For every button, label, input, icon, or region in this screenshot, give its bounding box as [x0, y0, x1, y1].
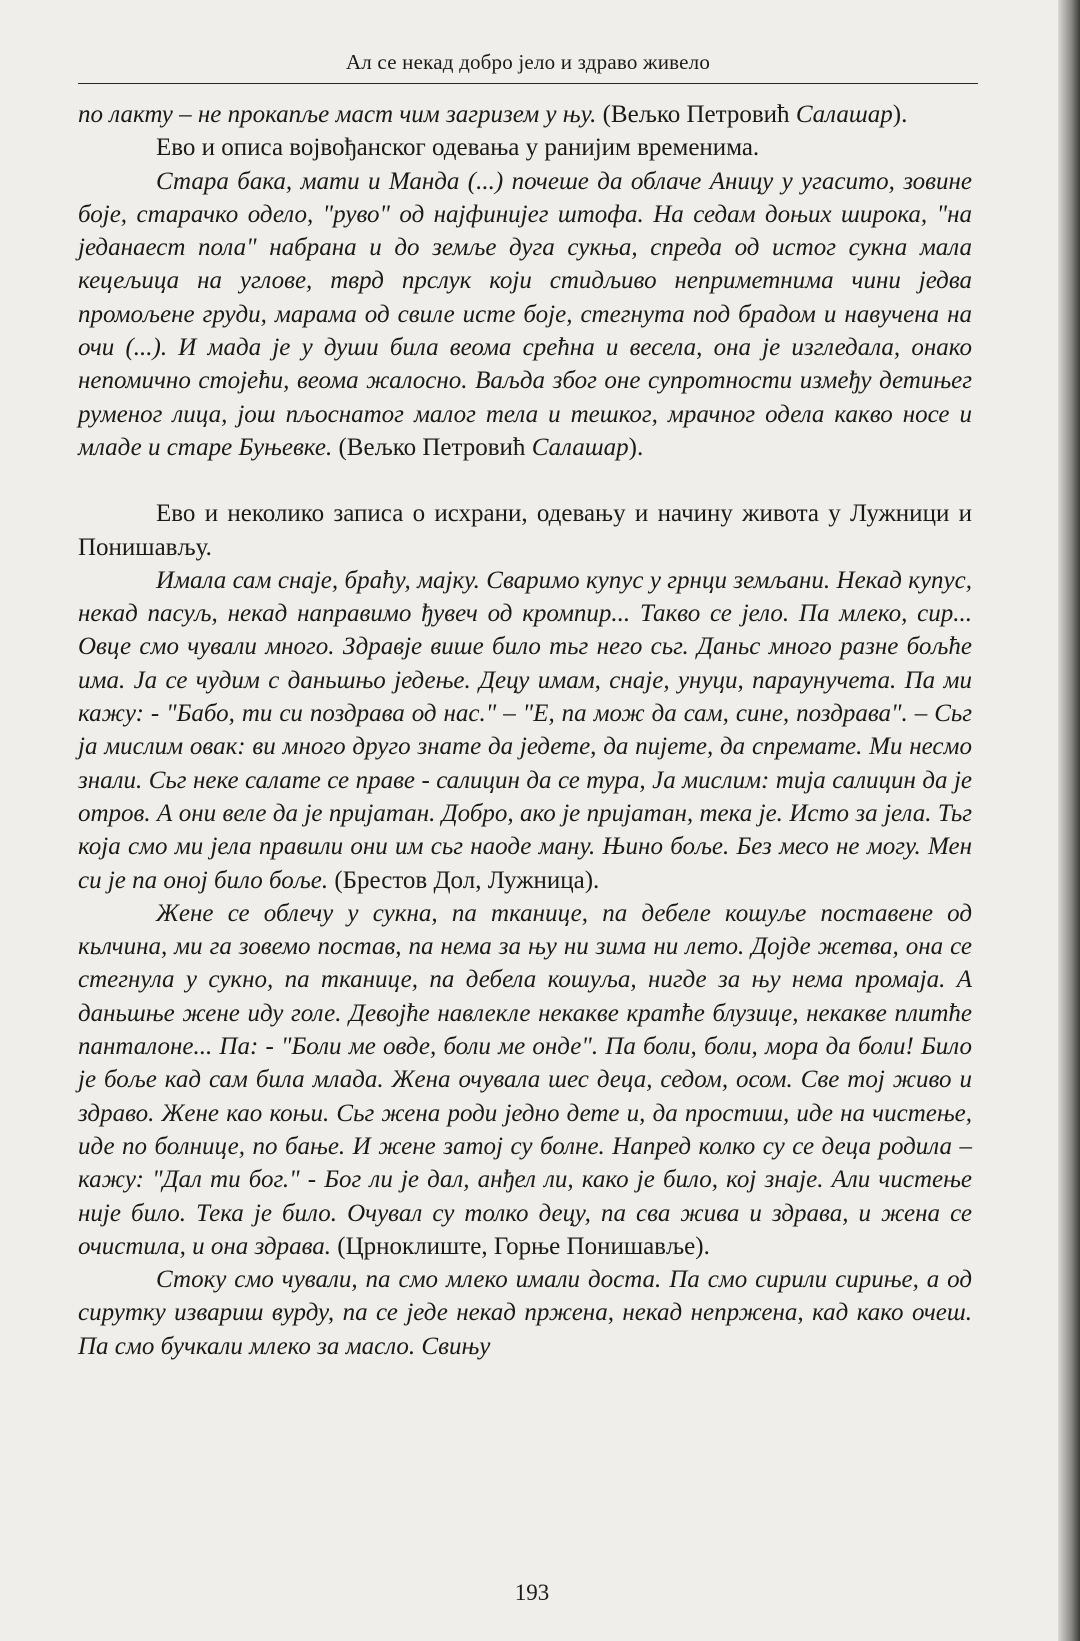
- paragraph-2: [78, 131, 972, 164]
- quote-text: Жене се облечу у сукна, па тканице, па дебеле кошуље поставене од кьлчина, ми га зовемо постав, па нема за њу ни зима ни лето. Дојде жетва, она се стегнула у сукно, па тканице, па дебела кошуља, нигде за њу нема промаја. А даньшње жене иду голе. Девојће навлекле некакве кратће блузице, некакве плитће панталоне... Па: - "Боли ме овде, боли ме онде". Па боли, боли, мора да боли! Било је боље кад сам била млада. Жена очувала шес деца, седом, осом. Све тој живо и здраво. Жене као коњи. Сьг жена роди једно дете и, да простиш, иде на чистење, иде по болнице, по бање. И жене затој су болне. Напред колко су се деца родила – кажу: "Дал ти бог." - Бог ли је дал, анђел ли, како је било, кој знаје. Али чистење није било. Тека је било. Очувал су толко децу, па сва жива и здрава, и жена се очистила, и она здрава.: [78, 899, 972, 1260]
- paragraph-3: [78, 165, 972, 465]
- citation-end: ).: [628, 433, 644, 461]
- quote-text: Имала сам снаје, браћу, мајку. Сваримо купус у грнци земљани. Некад купус, некад пасуљ, некад направимо ђувеч од кромпир... Такво се јело. Па млеко, сир... Овце смо чували много. Здравје више било тьг него сьг. Даньс много разне бољће има. Ја се чудим с даньшњо једење. Децу имам, снаје, унуци, параунучета. Па ми кажу: - "Бабо, ти си поздрава од нас." – "Е, па мож да сам, сине, поздрава". – Сьг ја мислим овак: ви много друго знате да једете, да пијете, да спремате. Ми несмо знали. Сьг неке салате се праве - салицин да се тура, Ја мислим: тија салицин да је отров. А они веле да је пријатан. Добро, ако је пријатан, тека је. Исто за јела. Тьг која смо ми јела правили они им сьг наоде ману. Њино боље. Без месо не могу. Мен си је па оној било боље.: [78, 566, 972, 894]
- citation-text: (Брестов Дол, Лужница).: [328, 866, 600, 894]
- citation-text: (Вељко Петровић: [332, 433, 532, 461]
- paragraph-6: [78, 897, 972, 1263]
- body-text: [78, 98, 972, 1363]
- citation-text: (Црноклиште, Горње Понишавље).: [331, 1232, 710, 1260]
- quote-text: Стоку смо чували, па смо млеко имали доста. Па смо сирили сириње, а од сирутку извариш вурду, па се једе некад пржена, некад непржена, кад како очеш. Па смо бучкали млеко за масло. Свињу: [78, 1266, 972, 1360]
- paragraph-7: [78, 1263, 972, 1363]
- quote-text: по лакту – не прокапље маст чим загризем у њу.: [78, 101, 597, 128]
- quote-text: Стара бака, мати и Манда (...) почеше да облаче Аницу у угасито, зовине боје, старачко одело, "руво" од најфинијег штофа. На седам доњих широка, "на једанаест пола" набрана и до земље дуга сукња, спреда од истог сукна мала кецељица на углове, тврд прслук који стидљиво неприметнима чини једва промољене груди, марама од свиле исте боје, стегнута под брадом и навучена на очи (...). И мада је у души била веома срећна и весела, она је изгледала, онако непомично стојећи, веома жалосно. Ваљда због оне супротности између детињег руменог лица, још пљоснатог малог тела и тешког, мрачног одела какво носе и младе и старе Буњевке.: [78, 167, 972, 461]
- paragraph-4: [78, 497, 972, 564]
- header-rule: [78, 83, 978, 84]
- paragraph-text: Ево и описа војвођанског одевања у ранијим временима.: [156, 134, 760, 162]
- page-number: 193: [514, 1580, 550, 1605]
- book-spine-shadow: [1058, 0, 1080, 1641]
- citation-end: ).: [892, 101, 908, 128]
- citation-text: (Вељко Петровић: [596, 101, 796, 128]
- citation-title: Салашар: [531, 433, 629, 461]
- citation-title: Салашар: [795, 101, 893, 128]
- paragraph-1: [78, 98, 972, 131]
- running-header: Ал се некад добро јело и здраво живело: [345, 50, 711, 74]
- paragraph-text: Ево и неколико записа о исхрани, одевању и начину живота у Лужници и Понишављу.: [78, 500, 972, 561]
- paragraph-5: [78, 564, 972, 897]
